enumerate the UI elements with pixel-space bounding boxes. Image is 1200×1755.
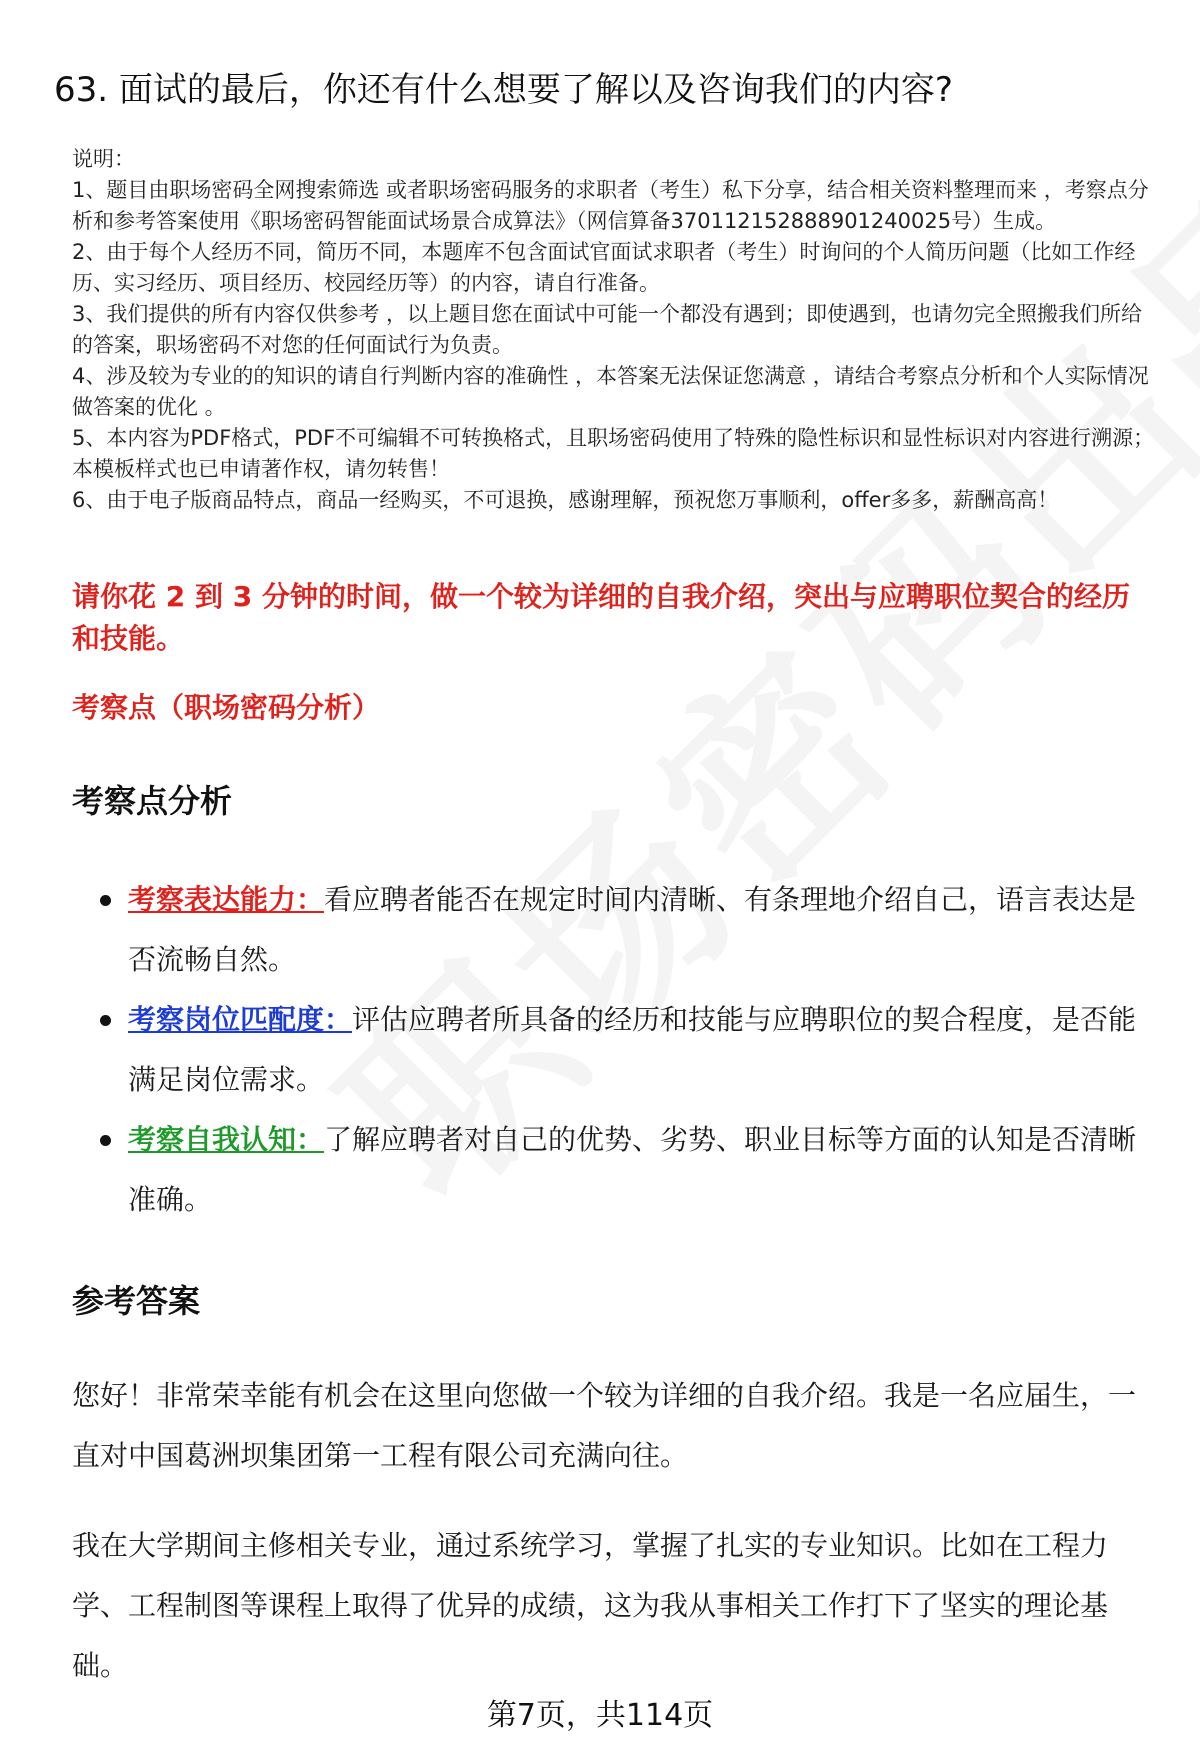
analysis-item [100,1110,1160,1230]
answer-heading: 参考答案 [72,1282,201,1320]
bullet-icon [100,1135,111,1146]
question-title: 63. 面试的最后，你还有什么想要了解以及咨询我们的内容? [54,70,953,110]
analysis-keyword: 考察自我认知： [128,1123,325,1156]
note-item: 4、涉及较为专业的的知识的请自行判断内容的准确性 ，本答案无法保证您满意 ，请结合考察点分析和个人实际情况做答案的优化 。 [72,364,1149,419]
analysis-list [100,870,1160,1230]
analysis-text: 评估应聘者所具备的经历和技能与应聘职位的契合程度，是否能满足岗位需求。 [128,1003,1137,1096]
bullet-icon [100,895,111,906]
notes-section [72,144,1162,516]
note-item: 2、由于每个人经历不同，简历不同，本题库不包含面试官面试求职者（考生）时询问的个人简历问题（比如工作经历、实习经历、项目经历、校园经历等）的内容，请自行准备。 [72,240,1136,295]
analysis-item [100,870,1160,990]
interview-question: 请你花 2 到 3 分钟的时间，做一个较为详细的自我介绍，突出与应聘职位契合的经历和技能。 [72,580,1130,655]
bullet-icon [100,1015,111,1026]
analysis-label: 考察点（职场密码分析） [72,691,381,724]
note-item: 5、本内容为PDF格式，PDF不可编辑不可转换格式，且职场密码使用了特殊的隐性标识和显性标识对内容进行溯源；本模板样式也已申请著作权，请勿转售！ [72,426,1155,481]
note-item: 3、我们提供的所有内容仅供参考 ，以上题目您在面试中可能一个都没有遇到；即使遇到，也请勿完全照搬我们所给的答案，职场密码不对您的任何面试行为负责。 [72,302,1143,357]
answer-paragraph: 您好！非常荣幸能有机会在这里向您做一个较为详细的自我介绍。我是一名应届生，一直对中国葛洲坝集团第一工程有限公司充满向往。 [72,1379,1137,1472]
answer-paragraph: 我在大学期间主修相关专业，通过系统学习，掌握了扎实的专业知识。比如在工程力学、工程制图等课程上取得了优异的成绩，这为我从事相关工作打下了坚实的理论基础。 [72,1529,1109,1682]
analysis-item [100,990,1160,1110]
note-item: 6、由于电子版商品特点，商品一经购买，不可退换，感谢理解，预祝您万事顺利，offer多多，薪酬高高！ [72,488,1059,512]
analysis-keyword: 考察表达能力： [128,883,325,916]
analysis-keyword: 考察岗位匹配度： [128,1003,353,1036]
analysis-text: 看应聘者能否在规定时间内清晰、有条理地介绍自己，语言表达是否流畅自然。 [128,883,1137,976]
analysis-text: 了解应聘者对自己的优势、劣势、职业目标等方面的认知是否清晰准确。 [128,1123,1137,1216]
note-item: 1、题目由职场密码全网搜索筛选 或者职场密码服务的求职者（考生）私下分享，结合相关资料整理而来 ，考察点分析和参考答案使用《职场密码智能面试场景合成算法》（网信算备370112152888901240025号）生成。 [72,178,1149,233]
page-number: 第7页，共114页 [486,1698,714,1733]
notes-heading: 说明： [72,147,135,171]
analysis-heading: 考察点分析 [72,782,233,820]
